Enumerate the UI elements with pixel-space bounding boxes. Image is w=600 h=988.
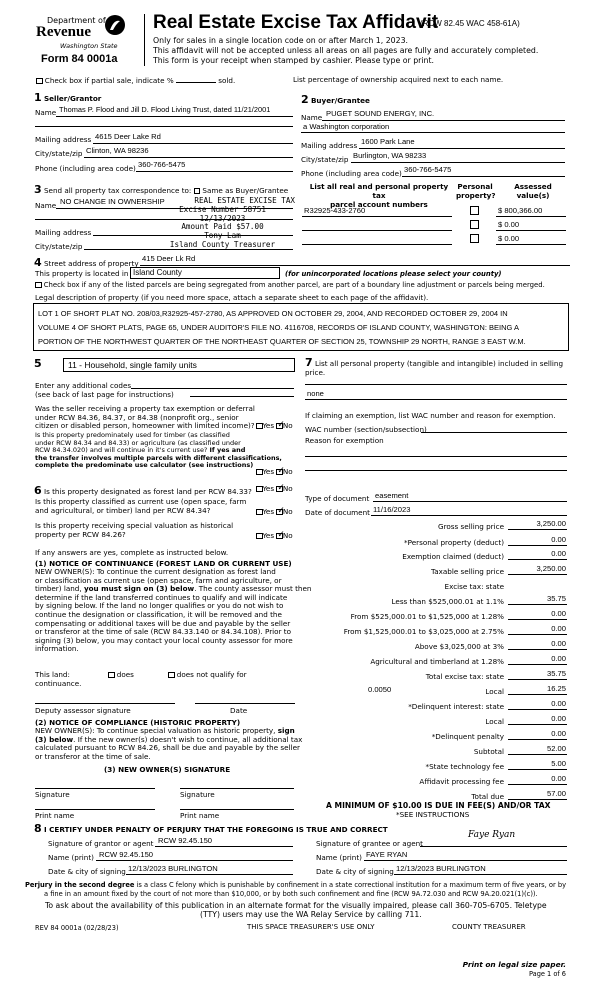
partial-sale-row [36,76,235,85]
owner-print-label[interactable]: Print name [35,811,75,820]
yes-label: Yes [262,467,275,476]
tax-value[interactable]: 5.00 [551,759,566,768]
rcw-ref: (RCW 82.45 WAC 458-61A) [420,19,520,28]
buyer-name2[interactable]: a Washington corporation [303,122,390,131]
assessed-heading [508,182,558,200]
yes-label: Yes [262,484,275,493]
tax-label: Total due [471,792,504,801]
segregated-label: Check box if any of the listed parcels are being segregated from another parcel, are part of a boundary line adjustment or parcels being merged. [43,281,545,289]
dept-line1: Department of [47,16,106,25]
historic-no-checkbox[interactable] [276,533,283,540]
dept-line2: Revenue [36,24,91,40]
tax-label: Total excise tax: state [425,672,504,681]
comp-line: calculated pursuant to RCW 84.26, shall be due and payable by the seller [35,743,300,753]
correspondence-heading-text: Send all property tax correspondence to: [43,186,192,195]
buyer-city[interactable]: Burlington, WA 98233 [353,151,427,160]
treasurer-use-label: THIS SPACE TREASURER'S USE ONLY [247,923,375,931]
tax-value[interactable]: 0.00 [551,699,566,708]
assessed-heading2: value(s) [516,191,550,200]
wac-label: WAC number (section/subsection) [305,425,427,434]
header-note2: This affidavit will not be accepted unless all areas on all pages are fully and accurately completed. [153,46,539,55]
owner-signature-label-2[interactable]: Signature [180,790,215,799]
cont-line: . The county assessor must then [194,584,312,594]
seller-heading-text: Seller/Grantor [43,94,102,103]
tax-value[interactable]: 52.00 [546,744,566,753]
q2-no-checkbox[interactable] [276,469,283,476]
forest-yes-checkbox[interactable] [256,486,263,493]
legal-description-box[interactable] [33,303,569,351]
q2-yes-checkbox[interactable] [256,469,263,476]
tax-label: *Delinquent interest: state [408,702,504,711]
historic-yes-checkbox[interactable] [256,533,263,540]
grantor-date-label: Date & city of signing [48,867,126,876]
alt-format-line1: To ask about the availability of this publication in an alternate format for the visually impaired, please call 360-705-6705. Teletype [45,901,547,910]
partial-sale-label: Check box if partial sale, indicate % [44,76,174,85]
does-not-option [168,670,247,679]
tax-value[interactable]: 35.75 [546,594,566,603]
doc-type[interactable]: easement [375,491,409,500]
tax-label: Agricultural and timberland at 1.28% [370,657,504,666]
personal-property-value[interactable]: none [307,389,324,398]
buyer-phone-label: Phone (including area code) [301,169,402,178]
county-treasurer-label: COUNTY TREASURER [452,923,526,931]
county-value: Island County [133,268,182,277]
no-label: No [282,507,293,516]
alt-format-line2: (TTY) users may use the WA Relay Service by calling 711. [200,910,422,919]
cu-line1: Is this property classified as current use (open space, farm [35,497,247,506]
buyer-heading [301,93,370,106]
grantor-date[interactable]: 12/13/2023 BURLINGTON [128,864,218,873]
excise-stamp [150,197,295,250]
comp-line: . If the new owner(s) doesn't wish to continue, all additional tax [73,734,303,744]
yes-label: Yes [262,421,275,430]
current-use-question [35,498,246,516]
assessed-value[interactable]: $ 0.00 [498,234,520,243]
header-divider [144,14,145,66]
forest-answer [256,484,293,493]
q1-line1: Was the seller receiving a property tax exemption or deferral [35,404,255,413]
current-use-answer [256,507,293,516]
legal-line1: LOT 1 OF SHORT PLAT NO. 208/03,R32925-457-2780, AS APPROVED ON OCTOBER 29, 2004, AND RECORDED OCTOBER 29, 2004 IN [38,309,508,318]
tax-value[interactable]: 0.00 [551,714,566,723]
no-label: No [282,484,293,493]
stamp-line5: Tony Lam [204,231,241,241]
tax-label: Subtotal [473,747,504,756]
compliance-heading: (2) NOTICE OF COMPLIANCE (HISTORIC PROPERTY) [35,718,241,727]
doc-date-label: Date of document [305,508,370,517]
buyer-name-label: Name [301,113,323,122]
tax-value[interactable]: 0.00 [551,549,566,558]
q2-line1: Is this property predominately used for timber (as classified [35,431,230,439]
forest-q-text: Is this property designated as forest land per RCW 84.33? [43,487,252,496]
buyer-name[interactable]: PUGET SOUND ENERGY, INC. [326,109,435,118]
additional-codes-sub: (see back of last page for instructions) [35,390,174,399]
forest-no-checkbox[interactable] [276,486,283,493]
assessed-value[interactable]: $ 0.00 [498,220,520,229]
tax-value[interactable]: 0.00 [551,624,566,633]
perjury-bold: Perjury in the second degree [25,881,135,889]
grantee-date[interactable]: 12/13/2023 BURLINGTON [396,864,486,873]
street-label: Street address of property [43,259,139,268]
yes-label: Yes [262,531,275,540]
page-number: Page 1 of 6 [529,970,566,978]
no-label: No [282,421,293,430]
new-owner-sig-heading: (3) NEW OWNER(S) SIGNATURE [104,765,231,774]
county-select[interactable] [130,267,280,279]
local-rate[interactable]: 0.0050 [368,685,392,694]
stamp-line6: Island County Treasurer [169,239,276,249]
stamp-line1: REAL ESTATE EXCISE TAX [194,196,295,205]
tax-label: From $525,000.01 to $1,525,000 at 1.28% [350,612,504,621]
ownership-note: List percentage of ownership acquired next to each name. [293,75,504,84]
timber-question [35,432,282,470]
no-label: No [282,467,293,476]
q2-bold-a: If yes and [209,446,246,455]
deputy-date-label: Date [230,706,248,715]
corr-mailing-label: Mailing address [35,228,92,237]
minimum-due-note: A MINIMUM OF $10.00 IS DUE IN FEE(S) AND/OR TAX [326,801,551,810]
land-use-select[interactable] [63,358,295,372]
grantee-name-label: Name (print) [316,853,362,862]
parcel-heading [309,182,449,209]
form-number: Form 84 0001a [41,53,118,65]
personal-heading2: property? [456,191,496,200]
grantor-sig-label: Signature of grantor or agent [48,839,154,848]
seller-city[interactable]: Clinton, WA 98236 [86,146,149,155]
tax-value[interactable]: 3,250.00 [536,564,566,573]
tax-value[interactable]: 16.25 [546,684,566,693]
current-use-no-checkbox[interactable] [276,509,283,516]
street-num: 4 [34,256,42,269]
seller-name-label: Name [35,108,57,117]
correspondence-num: 3 [34,183,42,196]
tax-label: From $1,525,000.01 to $3,025,000 at 2.75% [343,627,504,636]
tax-label: Gross selling price [438,522,504,531]
seller-phone[interactable]: 360-766-5475 [138,160,186,169]
tax-label: Excise tax: state [444,582,504,591]
seller-city-label: City/state/zip [35,149,83,158]
cont-line: timber) land, [35,584,84,594]
stamp-line3: 12/13/2023 [199,213,246,223]
personal-heading1: Personal [457,182,493,191]
hist-line2: property per RCW 84.26? [35,529,126,539]
form-title: Real Estate Excise Tax Affidavit [153,12,439,33]
section8-num: 8 [34,822,42,835]
street-label-row [34,256,139,269]
personal-property-checkbox[interactable] [470,220,479,229]
buyer-mailing-label: Mailing address [301,141,358,150]
seller-mailing[interactable]: 4615 Deer Lake Rd [95,132,161,141]
tax-label: Taxable selling price [431,567,504,576]
tax-label: Above $3,025,000 at 3% [414,642,504,651]
same-as-buyer-checkbox[interactable] [194,188,201,195]
buyer-phone[interactable]: 360-766-5475 [404,165,452,174]
parcel-heading1: List all real and personal property tax [309,182,449,200]
legal-line2: VOLUME 4 OF SHORT PLATS, PAGE 65, UNDER AUDITOR'S FILE NO. 4116708, RECORDS OF ISLAND COUNTY, WASHINGTON: BEING A [38,323,519,332]
section6-num: 6 [34,484,42,497]
comp-bold: sign [277,726,295,735]
cont-line: signing (3) below, you may contact your local county assessor for more [35,635,293,645]
tax-label: *Personal property (deduct) [404,538,504,547]
corr-city-label: City/state/zip [35,242,83,251]
seller-mailing-label: Mailing address [35,135,92,144]
section7-num: 7 [305,356,313,369]
does-not-label: does not qualify for [176,670,247,679]
buyer-heading-text: Buyer/Grantee [310,96,370,105]
tax-label: Local [485,717,504,726]
owner-signature-label[interactable]: Signature [35,790,70,799]
tax-label: *Delinquent penalty [431,732,504,741]
segregated-checkbox[interactable] [35,282,42,289]
grantee-date-label: Date & city of signing [316,867,394,876]
deputy-signature-label: Deputy assessor signature [35,706,131,715]
tax-label: Less than $525,000.01 at 1.1% [391,597,504,606]
exemption-claim-label: If claiming an exemption, list WAC number and reason for exemption. [305,411,556,420]
perjury-line1 [25,881,566,889]
seller-name[interactable]: Thomas P. Flood and Jill D. Flood Living Trust, dated 11/21/2001 [59,105,271,114]
tax-value[interactable]: 0.00 [551,729,566,738]
dept-line3: Washington State [60,42,118,50]
partial-sale-sold: sold. [218,76,236,85]
cont-line: compensating or additional taxes will be due and payable by the seller [35,618,291,628]
grantee-sig-label: Signature of grantee or agent [316,839,423,848]
county-note: (for unincorporated locations please select your county) [285,270,502,278]
partial-sale-checkbox[interactable] [36,78,43,85]
tax-value[interactable]: 3,250.00 [536,519,566,528]
parcel-number[interactable]: R32925-433-2760 [304,206,366,215]
q1-line3: citizen or disabled person, homeowner with limited income)? [35,421,255,430]
legal-line3: PORTION OF THE NORTHWEST QUARTER OF THE NORTHEAST QUARTER OF SECTION 25, TOWNSHIP 29 NORTH, RANGE 3 EAST W.M. [38,337,526,346]
partial-sale-percent[interactable] [176,82,216,83]
cont-line: by signing below. If the land no longer qualifies or you do not wish to [35,601,284,611]
current-use-yes-checkbox[interactable] [256,509,263,516]
continuance-text [35,568,311,654]
q1-answer [256,421,293,430]
q2-line2: under RCW 84.34 and 84.33) or agriculture (as classified under [35,438,241,447]
does-checkbox[interactable] [108,672,115,679]
cont-line: or classification as current use (open space, farm and agriculture, or [35,575,282,585]
perjury-text: is a class C felony which is punishable by confinement in a state correctional institution for a maximum term of five years, or by [134,881,567,889]
tax-value[interactable]: 0.00 [551,774,566,783]
tax-label: Local [485,687,504,696]
exemption-question [35,405,255,431]
personal-property-checkbox[interactable] [470,234,479,243]
does-not-checkbox[interactable] [168,672,175,679]
header-note3: This form is your receipt when stamped by cashier. Please type or print. [153,56,434,65]
q1-yes-checkbox[interactable] [256,423,263,430]
personal-heading [456,182,494,200]
header-note1: Only for sales in a single location code on or after March 1, 2023. [153,36,409,45]
tax-value[interactable]: 0.00 [551,609,566,618]
does-option [108,670,134,679]
no-label: No [282,531,293,540]
certify-text: I CERTIFY UNDER PENALTY OF PERJURY THAT THE FOREGOING IS TRUE AND CORRECT [43,825,388,834]
personal-property-checkbox[interactable] [470,206,479,215]
tax-value[interactable]: 35.75 [546,669,566,678]
grantee-name[interactable]: FAYE RYAN [366,850,408,859]
perjury-line2: a fine in an amount fixed by the court of not more than $10,000, or by both such confinement and fine (RCW 9A.72.030 and RCW 9A.20.021(1)(c)). [44,890,538,898]
continuance-heading: (1) NOTICE OF CONTINUANCE (FOREST LAND OR CURRENT USE) [35,559,292,568]
reason-label: Reason for exemption [305,436,384,445]
tax-label: *State technology fee [425,762,504,771]
does-label: does [116,670,134,679]
buyer-mailing[interactable]: 1600 Park Lane [361,137,415,146]
revision-label: REV 84 0001a (02/28/23) [35,924,119,932]
corr-name-label: Name [35,201,57,210]
comp-bold: (3) below [35,734,74,744]
buyer-num: 2 [301,93,309,106]
parcel-heading2: parcel account numbers [330,200,428,209]
assessed-heading1: Assessed [514,182,552,191]
additional-codes-label: Enter any additional codes [35,381,132,390]
cont-line: information. [35,644,79,654]
grantor-name[interactable]: RCW 92.45.150 [99,850,154,859]
cu-line2: and agricultural, or timber) land per RCW 84.34? [35,505,211,515]
forest-question [34,484,252,497]
doc-date[interactable]: 11/16/2023 [373,505,411,514]
stamp-line2: Excise Number 58751 [179,204,266,214]
wa-logo-icon [104,13,126,37]
legal-paper-note: Print on legal size paper. [462,960,566,969]
doc-type-label: Type of document [305,494,370,503]
street-address[interactable]: 415 Deer Lk Rd [142,254,196,263]
cont-bold: you must sign on (3) below [83,584,195,594]
pp-line1: List all personal property (tangible and intangible) included in selling [314,359,564,368]
segregated-row [35,281,545,289]
located-label: This property is located in [35,269,129,278]
personal-property-label [305,356,564,377]
tax-value[interactable]: 0.00 [551,654,566,663]
correspondence-heading [34,183,288,196]
q1-no-checkbox[interactable] [276,423,283,430]
pp-line2: price. [305,367,326,377]
historic-question [35,522,233,540]
section5-num: 5 [34,357,42,370]
q2-line3: RCW 84.34.020) and will continue in it's current use? [35,446,208,455]
grantor-name-label: Name (print) [48,853,94,862]
hist-line1: Is this property receiving special valuation as historical [35,521,234,530]
grantor-signature[interactable]: RCW 92.45.150 [158,836,213,845]
owner-print-label-2[interactable]: Print name [180,811,220,820]
see-instructions: *SEE INSTRUCTIONS [396,810,470,819]
continuance-label: continuance. [35,679,82,688]
corr-name[interactable]: NO CHANGE IN OWNERSHIP [60,197,165,206]
grantee-signature[interactable]: Faye Ryan [468,830,516,840]
q2-bold-b: the transfer involves multiple parcels with different classifications, [35,453,282,462]
land-use-value: 11 - Household, single family units [68,360,197,370]
cont-line: determine if the land transferred continues to qualify and will indicate [35,592,288,602]
this-land-label: This land: [35,670,70,679]
tax-label: Exemption claimed (deduct) [402,552,504,561]
tax-label: Affidavit processing fee [419,777,504,786]
cont-line: continue the designation or classification, it will be removed and the [35,609,282,619]
q2-bold-c: complete the predominate use calculator (see instructions) [35,461,254,470]
total-due-value[interactable]: 57.00 [546,789,566,798]
compliance-text [35,727,302,761]
assessed-value[interactable]: $ 800,366.00 [498,206,543,215]
seller-phone-label: Phone (including area code) [35,164,136,173]
cont-line: or transferor at the time of sale (RCW 84.33.140 or 84.34.108). Prior to [35,627,291,637]
seller-heading [34,91,101,104]
comp-line: NEW OWNER(S): To continue special valuation as historic property, [35,726,278,735]
q2-answer [256,467,293,476]
cont-line: NEW OWNER(S): To continue the current designation as forest land [35,567,276,576]
tax-value[interactable]: 0.00 [551,535,566,544]
tax-value[interactable]: 0.00 [551,639,566,648]
legal-label: Legal description of property (if you need more space, attach a separate sheet to each page of the affidavit). [35,293,429,302]
historic-answer [256,531,293,540]
seller-num: 1 [34,91,42,104]
if-yes-note: If any answers are yes, complete as instructed below. [35,548,229,557]
certify-heading [34,822,388,835]
stamp-line4: Amount Paid $57.00 [181,222,264,232]
comp-line: or transferor at the time of sale. [35,751,151,761]
yes-label: Yes [262,507,275,516]
buyer-city-label: City/state/zip [301,155,349,164]
q1-line2: under RCW 84.36, 84.37, or 84.38 (nonprofit org., senior [35,412,239,422]
same-as-buyer-label: Same as Buyer/Grantee [202,186,289,195]
